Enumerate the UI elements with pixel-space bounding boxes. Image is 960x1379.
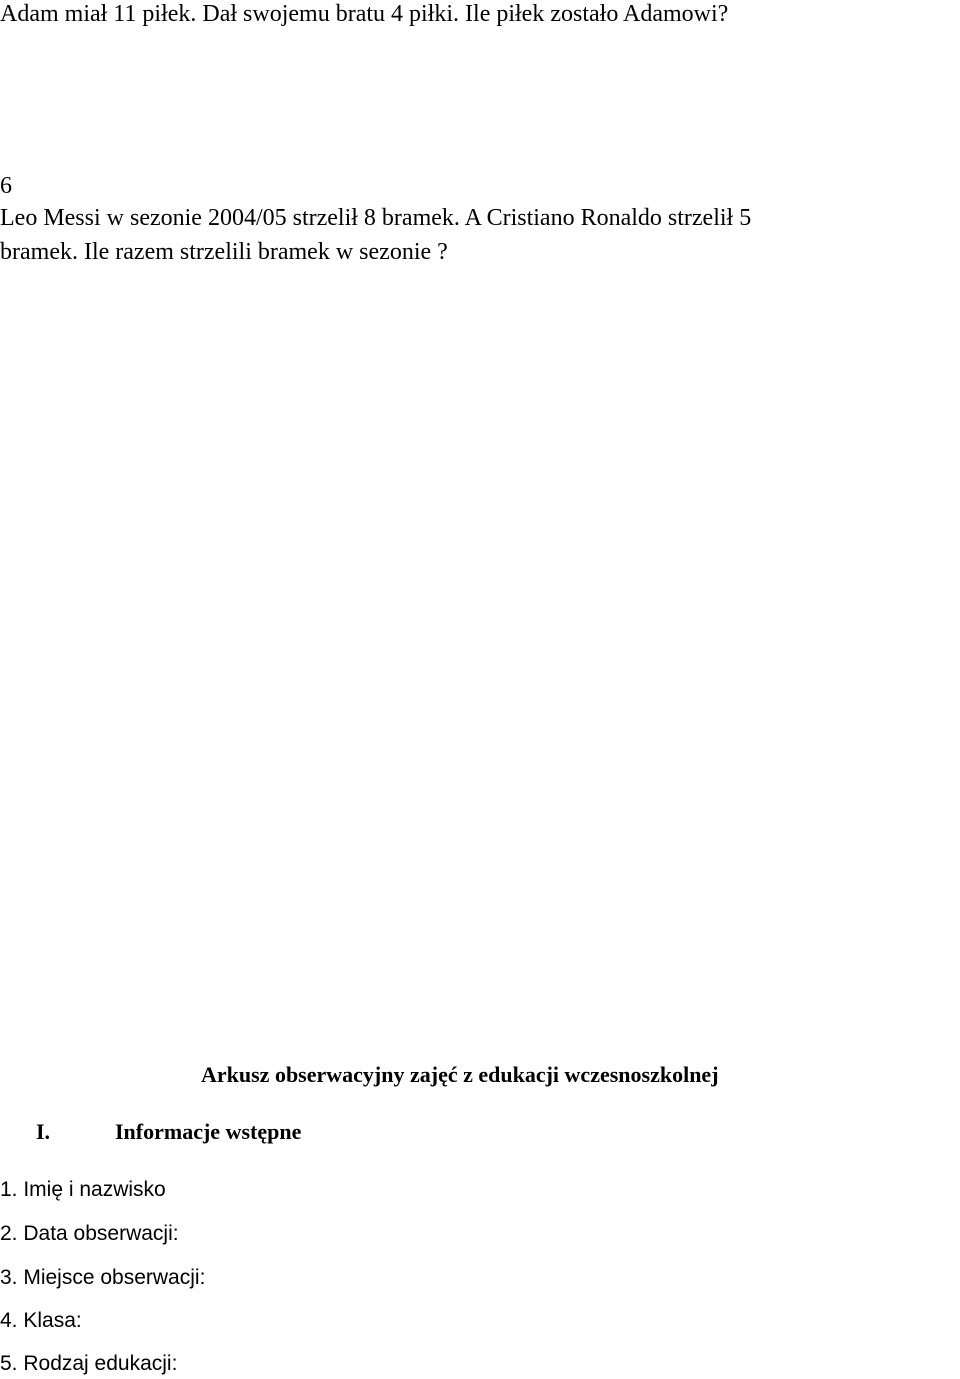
field-name-surname: 1. Imię i nazwisko <box>0 1178 166 1201</box>
field-class: 4. Klasa: <box>0 1309 82 1332</box>
problem-goals-text-line2: bramek. Ile razem strzelili bramek w sezonie ? <box>0 239 448 265</box>
worksheet-title: Arkusz obserwacyjny zajęć z edukacji wczesnoszkolnej <box>201 1062 719 1087</box>
section-title: Informacje wstępne <box>115 1119 302 1144</box>
section-number: I. <box>36 1119 51 1144</box>
problem-number: 6 <box>0 173 12 199</box>
field-observation-place: 3. Miejsce obserwacji: <box>0 1266 206 1289</box>
field-education-type: 5. Rodzaj edukacji: <box>0 1352 178 1375</box>
problem-balls-text: Adam miał 11 piłek. Dał swojemu bratu 4 piłki. Ile piłek zostało Adamowi? <box>0 1 729 27</box>
field-observation-date: 2. Data obserwacji: <box>0 1222 179 1245</box>
problem-goals-text-line1: Leo Messi w sezonie 2004/05 strzelił 8 bramek. A Cristiano Ronaldo strzelił 5 <box>0 205 752 231</box>
